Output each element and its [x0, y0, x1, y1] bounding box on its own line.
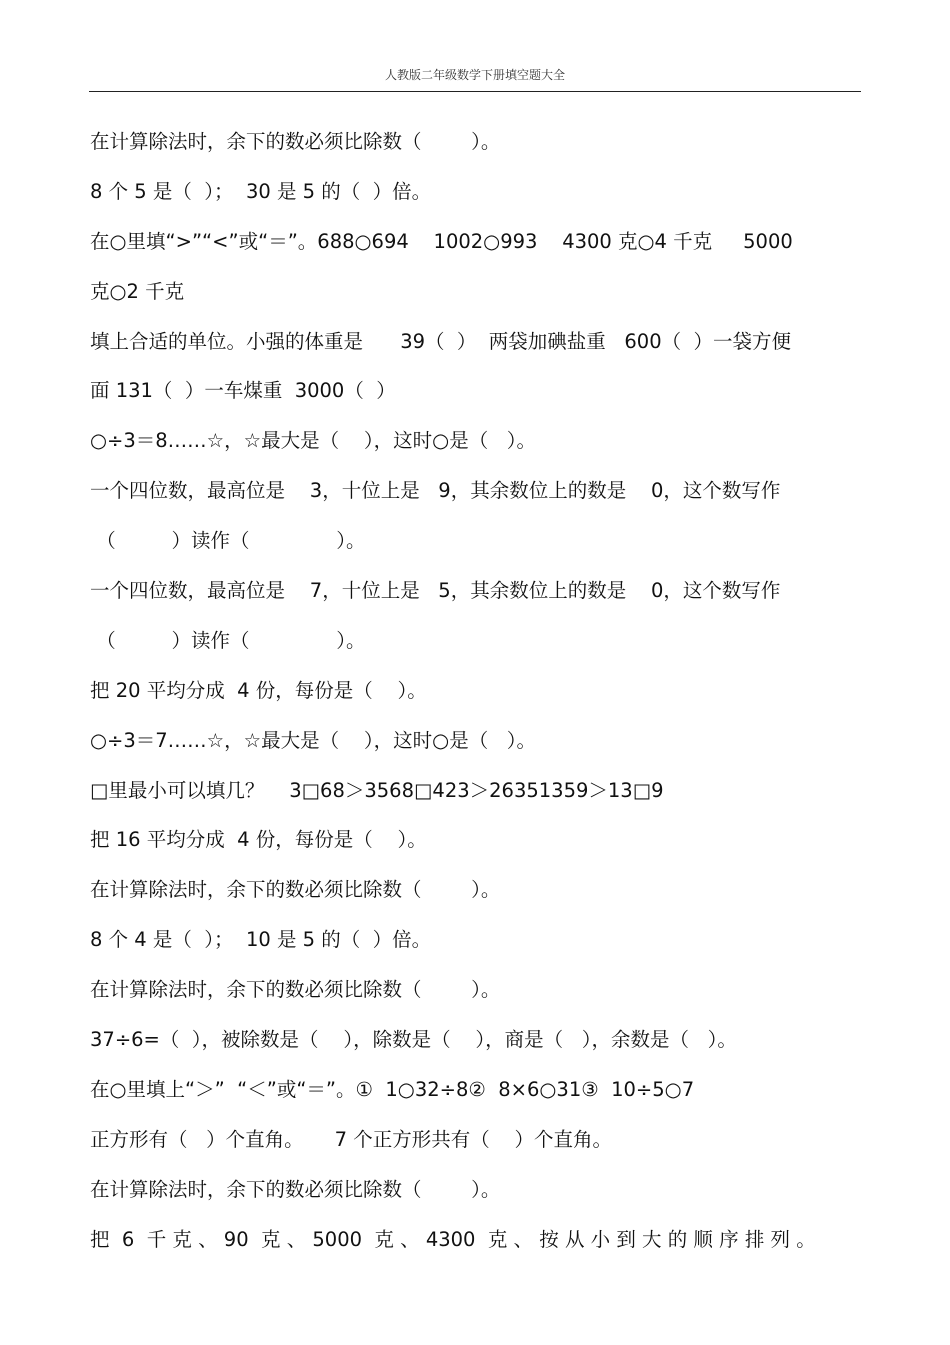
- question-line: 面 131（ ）一车煤重 3000（ ）: [90, 379, 396, 403]
- question-line: 正方形有（ ）个直角。 7 个正方形共有（ ）个直角。: [90, 1127, 612, 1151]
- question-line: □里最小可以填几？ 3□68＞3568□423＞26351359＞13□9: [90, 778, 664, 802]
- question-line: 把 16 平均分成 4 份，每份是（ ）。: [90, 828, 427, 852]
- question-list: [90, 117, 865, 1264]
- question-line: 填上合适的单位。小强的体重是 39（ ） 两袋加碘盐重 600（ ）一袋方便: [90, 329, 792, 353]
- question-line: 在计算除法时，余下的数必须比除数（ ）。: [90, 1177, 501, 1201]
- question-line: 在○里填“>”“<”或“＝”。688○694 1002○993 4300 克○4 千克 5000: [90, 229, 793, 253]
- question-line: 在计算除法时，余下的数必须比除数（ ）。: [90, 978, 501, 1002]
- question-line: 一个四位数，最高位是 7，十位上是 5，其余数位上的数是 0，这个数写作: [90, 579, 781, 603]
- question-line: 把 20 平均分成 4 份，每份是（ ）。: [90, 678, 427, 702]
- question-line: 在○里填上“＞” “＜”或“＝”。① 1○32÷8② 8×6○31③ 10÷5○7: [90, 1077, 695, 1101]
- question-line: 8 个 5 是（ ）； 30 是 5 的（ ）倍。: [90, 179, 432, 203]
- page-header-title: 人教版二年级数学下册填空题大全: [384, 68, 565, 82]
- question-line: （ ）读作（ ）。: [90, 529, 366, 553]
- question-line: ○÷3＝7……☆，☆最大是（ ），这时○是（ ）。: [90, 728, 537, 752]
- question-line: （ ）读作（ ）。: [90, 628, 366, 652]
- question-line: 8 个 4 是（ ）； 10 是 5 的（ ）倍。: [90, 928, 432, 952]
- question-line: ○÷3＝8……☆，☆最大是（ ），这时○是（ ）。: [90, 429, 537, 453]
- header-divider: [89, 91, 861, 92]
- question-line: 在计算除法时，余下的数必须比除数（ ）。: [90, 878, 501, 902]
- question-line: 37÷6=（ ），被除数是（ ），除数是（ ），商是（ ），余数是（ ）。: [90, 1028, 737, 1052]
- question-line: 克○2 千克: [90, 279, 185, 303]
- question-line: 在计算除法时，余下的数必须比除数（ ）。: [90, 130, 501, 153]
- question-line: 把 6 千 克 、 90 克 、 5000 克 、 4300 克 、 按 从 小 到 大 的 顺 序 排 列 。: [90, 1227, 816, 1251]
- question-line: 一个四位数，最高位是 3，十位上是 9，其余数位上的数是 0，这个数写作: [90, 479, 781, 503]
